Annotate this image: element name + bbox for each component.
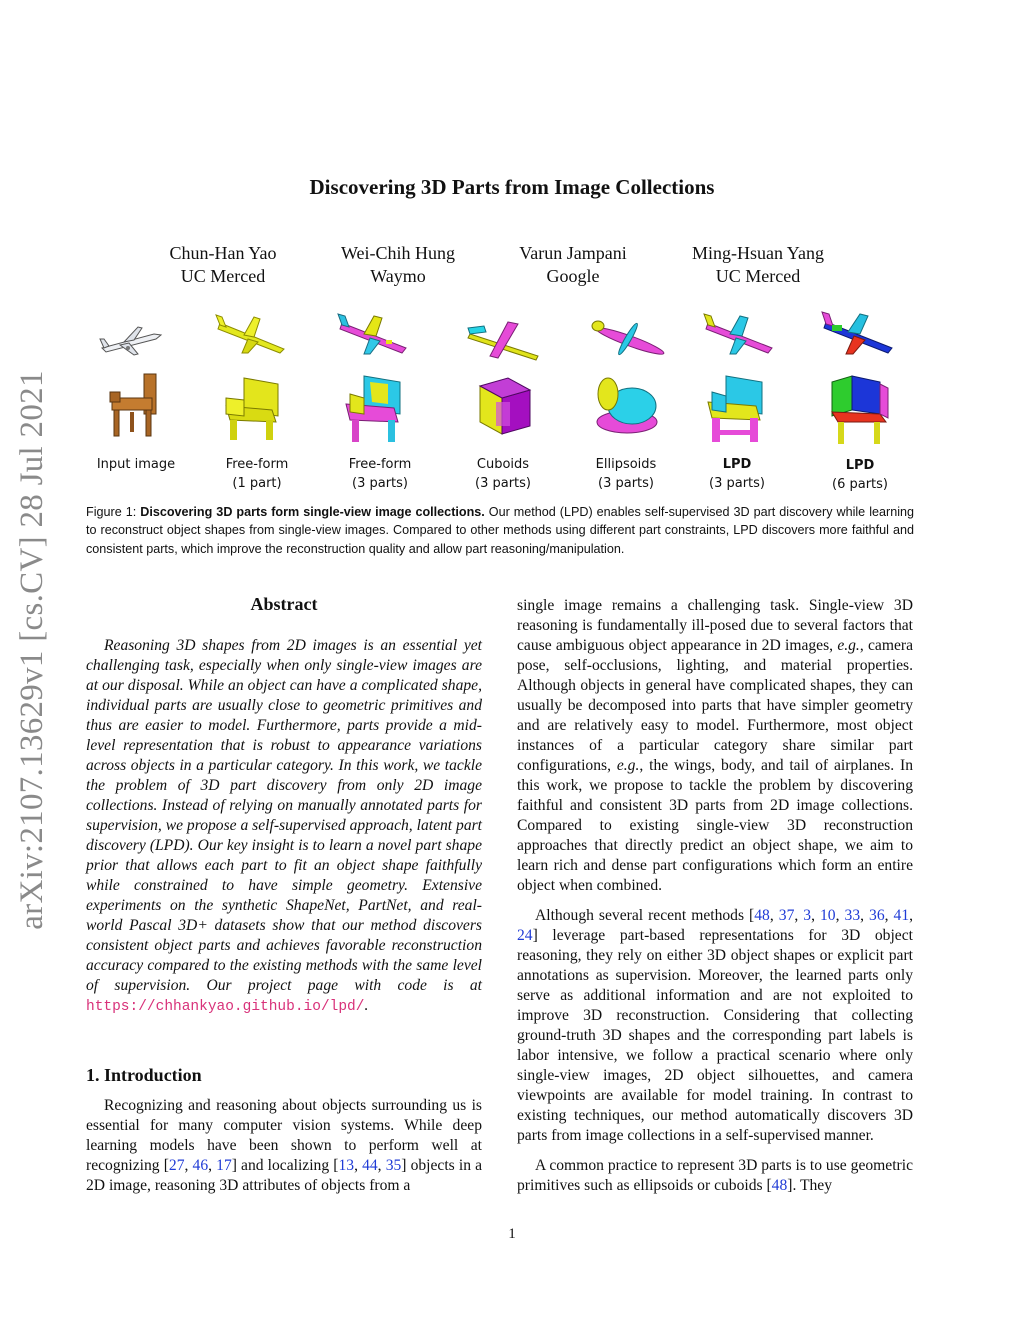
text-run: single image remains a challenging task. Single-view 3D reasoning is fundamentally ill-posed due to several factors that cause ambiguous object appearance in 2D images, bbox=[517, 597, 913, 654]
citation-link[interactable]: 41 bbox=[893, 907, 910, 924]
figure-label-line: (6 parts) bbox=[832, 477, 888, 492]
right-paragraph bbox=[517, 1156, 913, 1196]
ellipsoids-airplane bbox=[590, 317, 668, 359]
text-run: , camera pose, self-occlusions, lighting, and material properties. Although objects in general have complicated shapes, they can usually be decomposed into parts that have simpler geometry and are relatively easy to model. Furthermore, most object instances of a particular category share similar part configurations, bbox=[517, 637, 913, 774]
input-chair-image bbox=[106, 372, 162, 438]
author-block bbox=[483, 242, 663, 288]
right-paragraph bbox=[517, 596, 913, 896]
page-number: 1 bbox=[508, 1226, 516, 1242]
text-run: e.g. bbox=[837, 637, 860, 654]
freeform-3parts-airplane bbox=[336, 314, 412, 356]
figure-label-line: (3 parts) bbox=[352, 476, 408, 491]
author-affiliation: UC Merced bbox=[180, 266, 266, 286]
caption-label: Figure 1: bbox=[86, 505, 141, 519]
citation-link[interactable]: 35 bbox=[385, 1157, 402, 1174]
citation-link[interactable]: 24 bbox=[517, 927, 533, 944]
author-block bbox=[133, 242, 313, 288]
paper-title: Discovering 3D Parts from Image Collections bbox=[309, 175, 715, 199]
text-run: Although several recent methods [ bbox=[535, 907, 755, 924]
freeform-1part-chair bbox=[222, 376, 284, 442]
citation-link[interactable]: 46 bbox=[192, 1157, 209, 1174]
abstract-body bbox=[86, 636, 482, 1017]
figure-label-line: Ellipsoids bbox=[595, 457, 657, 472]
abstract-text: Reasoning 3D shapes from 2D images is an essential yet challenging task, especially when only single-view images are at our disposal. While an object can have a complicated shape, individual parts are usually close to geometric primitives and thus are easier to model. Furthermore, parts provide a mid-level representation that is robust to appearance variations across objects in a particular category. In this work, we tackle the problem of 3D part discovery from only 2D image collections. Instead of relying on manually annotated parts for supervision, we propose a self-supervised approach, latent part discovery (LPD). Our key insight is to learn a novel part shape prior that allows each part to fit an object shape faithfully while constrained to have simple geometry. Extensive experiments on the synthetic ShapeNet, PartNet, and real-world Pascal 3D+ datasets show that our method discovers consistent object parts and achieves favorable reconstruction accuracy compared to the existing methods with the same level of supervision. Our project page with code is at bbox=[86, 637, 483, 994]
section-heading: 1. Introduction bbox=[86, 1065, 202, 1085]
right-paragraph: Although several recent methods [48, 37, 3, 10, 33, 36, 41, 24] leverage part-based representations for 3D object reasoning, they rely on either 3D object shapes or explicit part annotations as supervision. Moreover, the learned parts only serve as additional information and are not exploited to improve 3D reconstruction. Considering that collecting ground-truth 3D shapes and the corresponding part labels is labor intensive, we follow a practical scenario where only single-view images, 2D object silhouettes, and camera viewpoints are available for model training. In contrast to existing techniques, our method automatically discovers 3D parts from image collections in a self-supervised manner. bbox=[517, 907, 914, 1144]
citation-link[interactable]: 36 bbox=[869, 907, 885, 924]
project-page-link[interactable]: https://chhankyao.github.io/lpd/ bbox=[86, 999, 365, 1015]
lpd-6parts-airplane bbox=[820, 312, 898, 356]
author-block bbox=[308, 242, 488, 288]
freeform-1part-airplane bbox=[214, 315, 290, 355]
abstract-end: . bbox=[364, 997, 369, 1014]
abstract-heading: Abstract bbox=[250, 594, 318, 614]
figure-label-line: (1 part) bbox=[232, 476, 282, 491]
figure-label-line: Cuboids bbox=[476, 457, 530, 472]
ellipsoids-chair bbox=[594, 376, 660, 436]
text-run: A common practice to represent 3D parts is to use geometric primitives such as ellipsoids or cuboids [ bbox=[517, 1157, 913, 1194]
input-airplane-image bbox=[98, 322, 164, 358]
cuboids-chair bbox=[476, 376, 532, 436]
author-name: Ming-Hsuan Yang bbox=[691, 243, 824, 263]
figure-label-line: (3 parts) bbox=[598, 476, 654, 491]
citation-link[interactable]: 27 bbox=[168, 1157, 185, 1174]
figure-label-line: LPD bbox=[722, 457, 752, 472]
citation-link[interactable]: 44 bbox=[362, 1157, 378, 1174]
figure-label bbox=[785, 456, 935, 494]
citation-link[interactable]: 17 bbox=[216, 1157, 232, 1174]
text-run: ] objects in a 2D image, reasoning 3D attributes of objects from a bbox=[86, 1157, 483, 1194]
caption-text: Our method (LPD) enables self-supervised 3D part discovery while learning to reconstruct object shapes from single-view images. Compared to other methods using different part constraints, LPD discovers more faithful and consistent parts, which improve the reconstruction quality and allow part reasoning/manipulation. bbox=[86, 505, 915, 556]
freeform-3parts-chair bbox=[344, 374, 408, 444]
lpd-3parts-chair bbox=[706, 374, 770, 444]
citation-link[interactable]: 48 bbox=[771, 1177, 788, 1194]
citation-link[interactable]: 37 bbox=[778, 907, 795, 924]
citation-link[interactable]: 48 bbox=[754, 907, 770, 924]
text-run: ] leverage part-based representations for 3D object reasoning, they rely on either 3D object shapes or explicit part annotations as supervision. Moreover, the learned parts only serve as additional information and are not exploited to improve 3D reconstruction. Considering that collecting ground-truth 3D shapes and the corresponding part labels is labor intensive, we follow a practical scenario where only single-view images, 2D object silhouettes, and camera viewpoints are available for model training. In contrast to existing techniques, our method automatically discovers 3D parts from image collections in a self-supervised manner. bbox=[517, 927, 913, 1144]
figure-label-line: Free-form bbox=[225, 457, 289, 472]
caption-bold: Discovering 3D parts form single-view image collections. bbox=[140, 505, 485, 519]
lpd-6parts-chair bbox=[828, 374, 890, 446]
author-block bbox=[668, 242, 848, 288]
citation-link[interactable]: 3 bbox=[803, 907, 812, 924]
figure-label-line: (3 parts) bbox=[475, 476, 531, 491]
author-name: Varun Jampani bbox=[519, 243, 627, 263]
text-run: ] and localizing [ bbox=[231, 1157, 339, 1174]
figure-caption bbox=[86, 503, 914, 558]
citation-link[interactable]: 13 bbox=[338, 1157, 355, 1174]
arxiv-sidebar-stamp: arXiv:2107.13629v1 [cs.CV] 28 Jul 2021 bbox=[14, 370, 50, 930]
intro-paragraph: Recognizing and reasoning about objects surrounding us is essential for many computer vision systems. While deep learning models have been shown to perform well at recognizing [27, 46, 17] and localizing [13, 44, 35] objects in a 2D image, reasoning 3D attributes of objects from a bbox=[86, 1097, 483, 1194]
author-name: Wei-Chih Hung bbox=[340, 243, 456, 263]
author-affiliation: UC Merced bbox=[715, 266, 801, 286]
text-run: Recognizing and reasoning about objects surrounding us is essential for many computer vision systems. While deep learning models have been shown to perform well at recognizing [ bbox=[86, 1097, 482, 1174]
author-affiliation: Waymo bbox=[370, 266, 426, 286]
citation-link[interactable]: 10 bbox=[820, 907, 836, 924]
author-name: Chun-Han Yao bbox=[169, 243, 277, 263]
text-run: , the wings, body, and tail of airplanes. In this work, we propose to tackle the problem by discovering faithful and consistent 3D parts from 2D image collections. Compared to existing single-view 3D reconstruction approaches that directly predict an object shape, we aim to learn rich and dense part configurations which form an entire object when combined. bbox=[517, 757, 913, 894]
figure-label-line: Input image bbox=[96, 457, 176, 472]
citation-link[interactable]: 33 bbox=[844, 907, 861, 924]
lpd-3parts-airplane bbox=[702, 314, 778, 356]
author-affiliation: Google bbox=[546, 266, 600, 286]
text-run: e.g. bbox=[616, 757, 640, 774]
text-run: ]. They bbox=[787, 1177, 833, 1194]
figure-label-line: Free-form bbox=[348, 457, 412, 472]
figure-label-line: (3 parts) bbox=[709, 476, 765, 491]
figure-label-line: LPD bbox=[845, 458, 875, 473]
cuboids-airplane bbox=[468, 320, 544, 360]
